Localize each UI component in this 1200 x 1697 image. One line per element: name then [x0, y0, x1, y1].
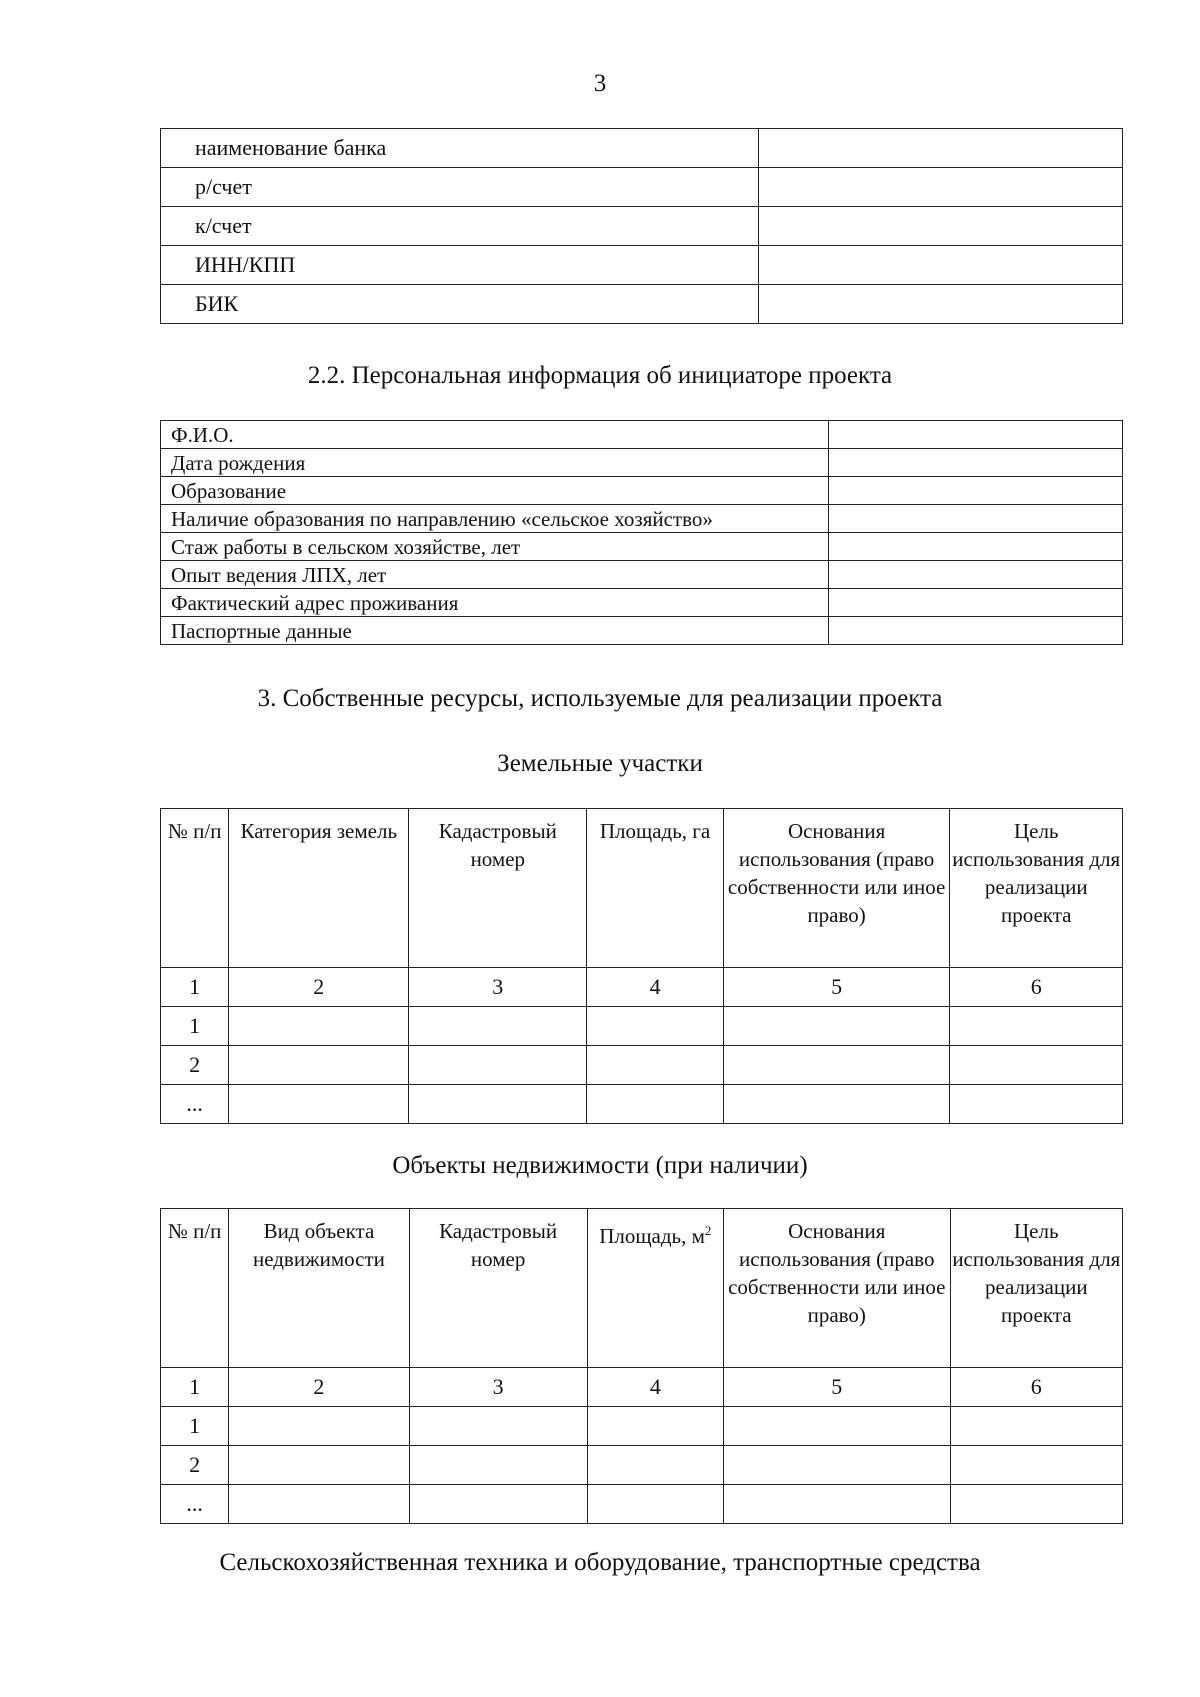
address-label: Фактический адрес проживания [161, 589, 829, 617]
area-header-text: Площадь, м [599, 1224, 705, 1248]
table-cell [723, 1485, 950, 1524]
education-value [829, 477, 1123, 505]
birth-date-label: Дата рождения [161, 449, 829, 477]
column-number-row [161, 1368, 1123, 1407]
table-cell [229, 1485, 409, 1524]
table-row [161, 533, 1123, 561]
table-cell [229, 1085, 409, 1124]
table-cell [409, 1046, 587, 1085]
column-number: 4 [587, 1368, 723, 1407]
table-row [161, 1046, 1123, 1085]
inn-kpp-label: ИНН/КПП [161, 246, 759, 285]
passport-label: Паспортные данные [161, 617, 829, 645]
column-header: Кадастровый номер [409, 809, 587, 968]
column-number: 4 [587, 968, 723, 1007]
land-plots-table [160, 808, 1123, 1124]
page-number: 3 [593, 70, 607, 97]
table-cell [229, 1446, 409, 1485]
column-header: Категория земель [229, 809, 409, 968]
table-cell [723, 1046, 950, 1085]
full-name-label: Ф.И.О. [161, 421, 829, 449]
table-cell [950, 1485, 1122, 1524]
household-farming-value [829, 561, 1123, 589]
machinery-title: Сельскохозяйственная техника и оборудование, транспортные средства [219, 1549, 981, 1576]
inn-kpp-value [759, 246, 1123, 285]
table-row [161, 477, 1123, 505]
table-row [161, 285, 1123, 324]
personal-info-table [160, 420, 1123, 645]
row-number: ... [161, 1485, 229, 1524]
agri-experience-value [829, 533, 1123, 561]
column-number: 5 [723, 1368, 950, 1407]
full-name-value [829, 421, 1123, 449]
table-cell [229, 1046, 409, 1085]
table-row [161, 449, 1123, 477]
table-row [161, 129, 1123, 168]
table-cell [587, 1007, 723, 1046]
table-cell [950, 1085, 1123, 1124]
birth-date-value [829, 449, 1123, 477]
column-number-row [161, 968, 1123, 1007]
row-number: 2 [161, 1046, 229, 1085]
column-header: Цель использования для реализации проекта [950, 809, 1123, 968]
column-header: Вид объекта недвижимости [229, 1209, 409, 1368]
agri-experience-label: Стаж работы в сельском хозяйстве, лет [161, 533, 829, 561]
column-number: 5 [723, 968, 950, 1007]
table-cell [409, 1485, 587, 1524]
agri-education-label: Наличие образования по направлению «сельское хозяйство» [161, 505, 829, 533]
column-number: 6 [950, 968, 1123, 1007]
table-row [161, 421, 1123, 449]
household-farming-label: Опыт ведения ЛПХ, лет [161, 561, 829, 589]
row-number: 1 [161, 1407, 229, 1446]
land-plots-title: Земельные участки [497, 750, 703, 777]
table-cell [950, 1007, 1123, 1046]
column-header: Кадастровый номер [409, 1209, 587, 1368]
table-row [161, 505, 1123, 533]
table-row [161, 1446, 1123, 1485]
column-number: 1 [161, 1368, 229, 1407]
column-header: Основания использования (право собственности или иное право) [723, 809, 950, 968]
row-number: 2 [161, 1446, 229, 1485]
table-cell [723, 1007, 950, 1046]
column-header: Цель использования для реализации проекта [950, 1209, 1122, 1368]
column-header [587, 1209, 723, 1368]
table-cell [950, 1446, 1122, 1485]
column-header: № п/п [161, 809, 229, 968]
bank-details-table [160, 128, 1123, 324]
bank-name-value [759, 129, 1123, 168]
column-header: Основания использования (право собственности или иное право) [723, 1209, 950, 1368]
table-row [161, 617, 1123, 645]
table-row [161, 561, 1123, 589]
table-row [161, 168, 1123, 207]
table-row [161, 589, 1123, 617]
section-3-title: 3. Собственные ресурсы, используемые для реализации проекта [257, 685, 943, 712]
table-cell [587, 1046, 723, 1085]
section-2-2-title: 2.2. Персональная информация об инициаторе проекта [307, 362, 893, 389]
column-number: 3 [409, 1368, 587, 1407]
table-row [161, 1007, 1123, 1046]
correspondent-account-label: к/счет [161, 207, 759, 246]
table-row [161, 1485, 1123, 1524]
agri-education-value [829, 505, 1123, 533]
table-cell [950, 1407, 1122, 1446]
table-cell [229, 1007, 409, 1046]
table-cell [723, 1407, 950, 1446]
table-cell [409, 1007, 587, 1046]
education-label: Образование [161, 477, 829, 505]
column-header: № п/п [161, 1209, 229, 1368]
passport-value [829, 617, 1123, 645]
table-cell [229, 1407, 409, 1446]
table-header-row [161, 1209, 1123, 1368]
column-number: 1 [161, 968, 229, 1007]
table-cell [409, 1085, 587, 1124]
address-value [829, 589, 1123, 617]
table-cell [587, 1085, 723, 1124]
column-number: 2 [229, 1368, 409, 1407]
table-cell [723, 1446, 950, 1485]
row-number: ... [161, 1085, 229, 1124]
real-estate-title: Объекты недвижимости (при наличии) [392, 1152, 808, 1179]
table-cell [723, 1085, 950, 1124]
bik-label: БИК [161, 285, 759, 324]
table-cell [950, 1046, 1123, 1085]
table-row [161, 207, 1123, 246]
column-header: Площадь, га [587, 809, 723, 968]
correspondent-account-value [759, 207, 1123, 246]
table-cell [587, 1485, 723, 1524]
column-number: 3 [409, 968, 587, 1007]
table-cell [409, 1407, 587, 1446]
column-number: 2 [229, 968, 409, 1007]
area-unit-superscript: 2 [704, 1223, 712, 1238]
real-estate-table [160, 1208, 1123, 1524]
table-header-row [161, 809, 1123, 968]
settlement-account-value [759, 168, 1123, 207]
table-cell [587, 1407, 723, 1446]
table-row [161, 246, 1123, 285]
settlement-account-label: р/счет [161, 168, 759, 207]
row-number: 1 [161, 1007, 229, 1046]
bank-name-label: наименование банка [161, 129, 759, 168]
table-cell [587, 1446, 723, 1485]
column-number: 6 [950, 1368, 1122, 1407]
table-row [161, 1407, 1123, 1446]
bik-value [759, 285, 1123, 324]
table-cell [409, 1446, 587, 1485]
table-row [161, 1085, 1123, 1124]
